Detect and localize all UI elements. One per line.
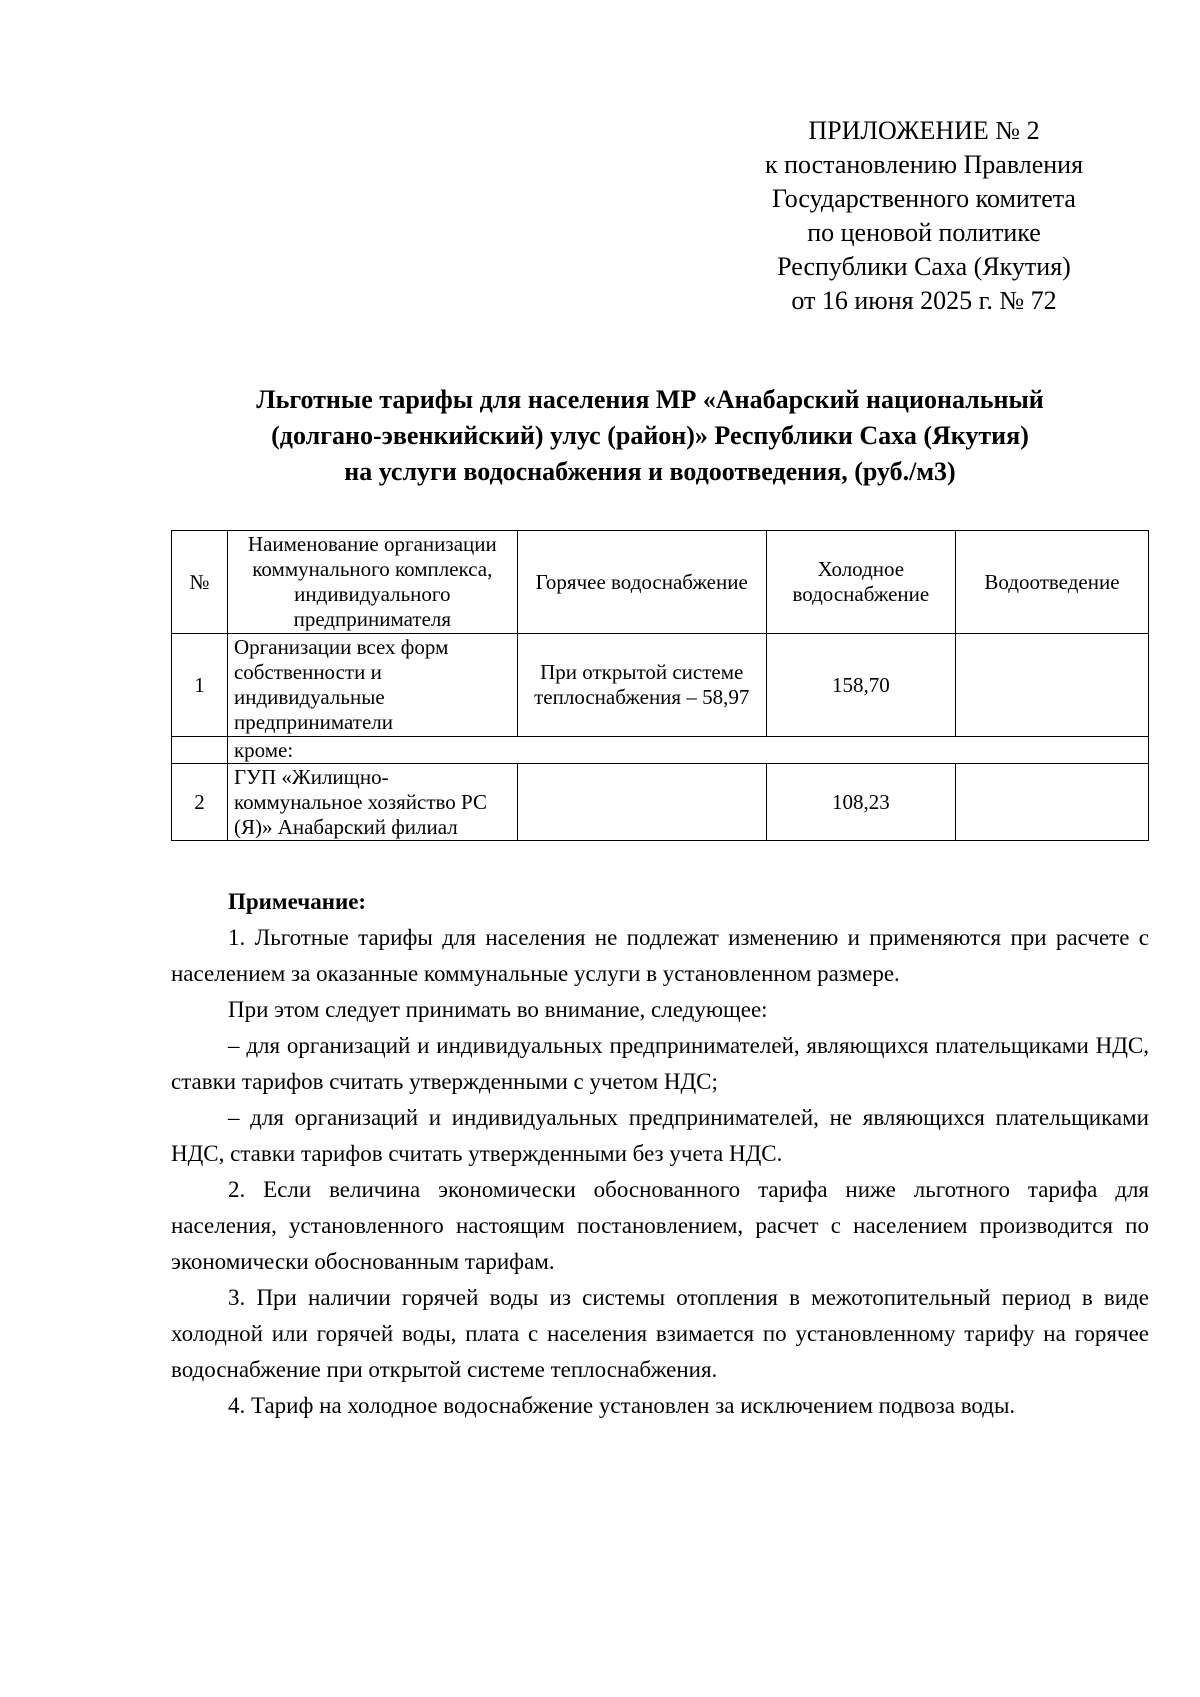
note-paragraph: – для организаций и индивидуальных предпринимателей, не являющихся плательщиками НДС, ставки тарифов считать утвержденными без учета НДС.	[171, 1105, 1149, 1166]
note-paragraph: 3. При наличии горячей воды из системы отопления в межотопительный период в виде холодной или горячей воды, плата с населения взимается по установленному тарифу на горячее водоснабжение при открытой системе теплоснабжения.	[171, 1285, 1149, 1382]
cell-hot-water	[517, 764, 766, 841]
cell-organization: Организации всех форм собственности и индивидуальные предприниматели	[227, 634, 517, 737]
note-paragraph: 1. Льготные тарифы для населения не подлежат изменению и применяются при расчете с населением за оказанные коммунальные услуги в установленном размере.	[171, 925, 1149, 986]
note-paragraph: 2. Если величина экономически обоснованного тарифа ниже льготного тарифа для населения, установленного настоящим постановлением, расчет с населением производится по экономически обоснованным тарифам.	[171, 1177, 1149, 1274]
annex-line: по ценовой политике	[807, 218, 1041, 247]
notes-section	[171, 884, 1149, 1424]
header-num: №	[172, 531, 228, 634]
cell-num: 2	[172, 764, 228, 841]
annex-line: от 16 июня 2025 г. № 72	[791, 286, 1057, 315]
title-line: Льготные тарифы для населения МР «Анабарский национальный	[256, 385, 1044, 414]
cell-num: 1	[172, 634, 228, 737]
note-paragraph: – для организаций и индивидуальных предпринимателей, являющихся плательщиками НДС, ставки тарифов считать утвержденными с учетом НДС;	[171, 1033, 1149, 1094]
cell-cold-water: 158,70	[766, 634, 955, 737]
note-paragraph: При этом следует принимать во внимание, следующее:	[228, 997, 768, 1022]
annex-line: к постановлению Правления	[764, 150, 1084, 179]
note-paragraph: 4. Тариф на холодное водоснабжение установлен за исключением подвоза воды.	[228, 1393, 1016, 1418]
annex-header	[738, 114, 1110, 318]
table-header-row	[172, 531, 1149, 634]
notes-heading: Примечание:	[228, 889, 367, 914]
table-row	[172, 764, 1149, 841]
cell-except-label: кроме:	[227, 737, 1148, 764]
document-title	[150, 382, 1150, 490]
header-cold-water: Холодное водоснабжение	[766, 531, 955, 634]
header-wastewater: Водоотведение	[955, 531, 1148, 634]
annex-line: ПРИЛОЖЕНИЕ № 2	[808, 116, 1040, 145]
tariff-table	[171, 530, 1149, 841]
cell-cold-water: 108,23	[766, 764, 955, 841]
cell-wastewater	[955, 764, 1148, 841]
header-hot-water: Горячее водоснабжение	[517, 531, 766, 634]
cell-wastewater	[955, 634, 1148, 737]
annex-line: Республики Саха (Якутия)	[777, 252, 1071, 281]
cell-hot-water: При открытой системе теплоснабжения – 58,97	[517, 634, 766, 737]
table-separator-row	[172, 737, 1149, 764]
cell-organization: ГУП «Жилищно-коммунальное хозяйство РС (Я)» Анабарский филиал	[227, 764, 517, 841]
cell-empty	[172, 737, 228, 764]
table-row	[172, 634, 1149, 737]
title-line: на услуги водоснабжения и водоотведения, (руб./м3)	[344, 457, 956, 486]
title-line: (долгано-эвенкийский) улус (район)» Республики Саха (Якутия)	[271, 421, 1029, 450]
header-organization: Наименование организации коммунального комплекса, индивидуального предпринимателя	[227, 531, 517, 634]
annex-line: Государственного комитета	[772, 184, 1076, 213]
